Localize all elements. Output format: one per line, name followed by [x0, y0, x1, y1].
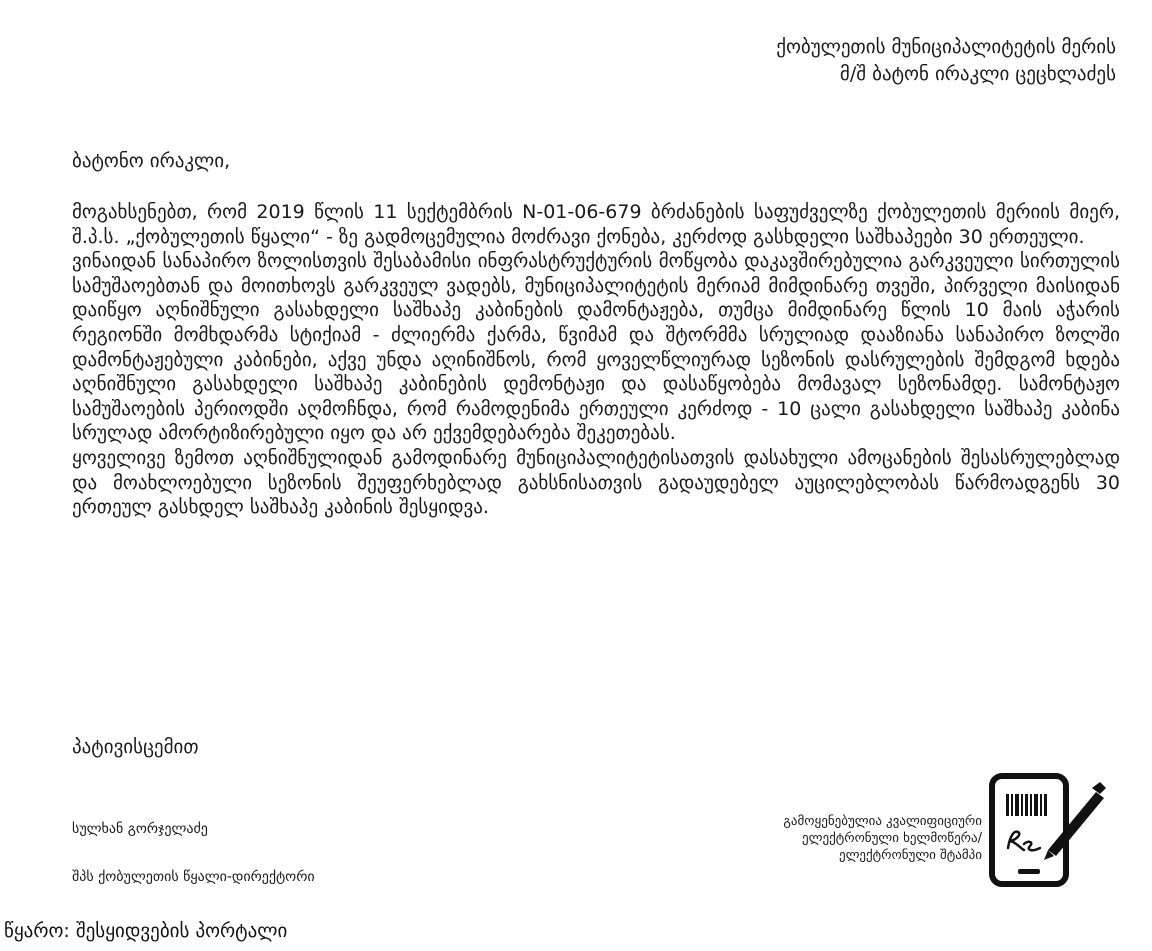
signature-note-line-1: გამოყენებულია კვალიფიციური [783, 814, 982, 829]
body-paragraph-3: ყოველივე ზემოთ აღნიშნულიდან გამოდინარე მუნიციპალიტეტისათვის დასახული ამოცანების შესასრულებლად და მოახლოებული სეზონის შეუფერხებლად გახსნისათვის გადაუდებელ აუცილებლობას წარმოადგენს 30 ერთეულ გასხდელ საშხაპე კაბინის შესყიდვა. [72, 446, 1120, 519]
closing-salutation: პატივისცემით [72, 736, 199, 758]
body-paragraph-2: ვინაიდან სანაპირო ზოლისთვის შესაბამისი ინფრასტრუქტურის მოწყობა დაკავშირებულია გარკვეული სირთულის სამუშაოებთან და მოითხოვს გარკვეულ ვადებს, მუნიციპალიტეტის მერიამ მიმდინარე თვეში, პირველი მაისიდან დაიწყო აღნიშნული გასახდელი საშხაპე კაბინების დამონტაჟება, თუმცა მიმდინარე წლის 10 მაის აჭარის რეგიონში მომხდარმა სტიქიამ - ძლიერმა ქარმა, წვიმამ და შტორმმა სრულიად დააზიანა სანაპირო ზოლში დამონტაჟებული კაბინები, აქვე უნდა აღინიშნოს, რომ ყოველწლიურად სეზონის დასრულების შემდგომ ხდება აღნიშნული გასახდელი საშხაპე კაბინების დემონტაჟი და დასაწყობება მომავალ სეზონამდე. სამონტაჟო სამუშაოების პერიოდში აღმოჩნდა, რომ რამოდენიმა ერთეული კერძოდ - 10 ცალი გასახდელი საშხაპე კაბინა სრულად ამორტიზირებული იყო და არ ექვემდებარება შეკეთებას. [72, 250, 1120, 445]
greeting: ბატონო ირაკლი, [72, 150, 231, 172]
electronic-signature-note [783, 813, 982, 864]
addressee-line-2: მ/შ ბატონ ირაკლი ცეცხლაძეს [839, 63, 1116, 85]
addressee-block [776, 34, 1116, 88]
signature-note-line-3: ელექტრონული შტამპი [838, 848, 982, 863]
electronic-signature-icon [988, 770, 1108, 888]
signer-name: სულხან გორჯელაძე [72, 821, 208, 837]
signer-title: შპს ქობულეთის წყალი-დირექტორი [72, 869, 315, 885]
source-caption: წყარო: შესყიდვების პორტალი [4, 920, 288, 942]
letter-body [72, 200, 1120, 520]
signature-note-line-2: ელექტრონული ხელმოწერა/ [802, 831, 982, 846]
body-paragraph-1: მოგახსენებთ, რომ 2019 წლის 11 სექტემბრის N-01-06-679 ბრძანების საფუძველზე ქობულეთის მერიის მიერ, შ.პ.ს. „ქობულეთის წყალი“ - ზე გადმოცემულია მოძრავი ქონება, კერძოდ გასხდელი საშხაპეები 30 ერთეული. [72, 201, 1120, 248]
addressee-line-1: ქობულეთის მუნიციპალიტეტის მერის [776, 36, 1116, 58]
